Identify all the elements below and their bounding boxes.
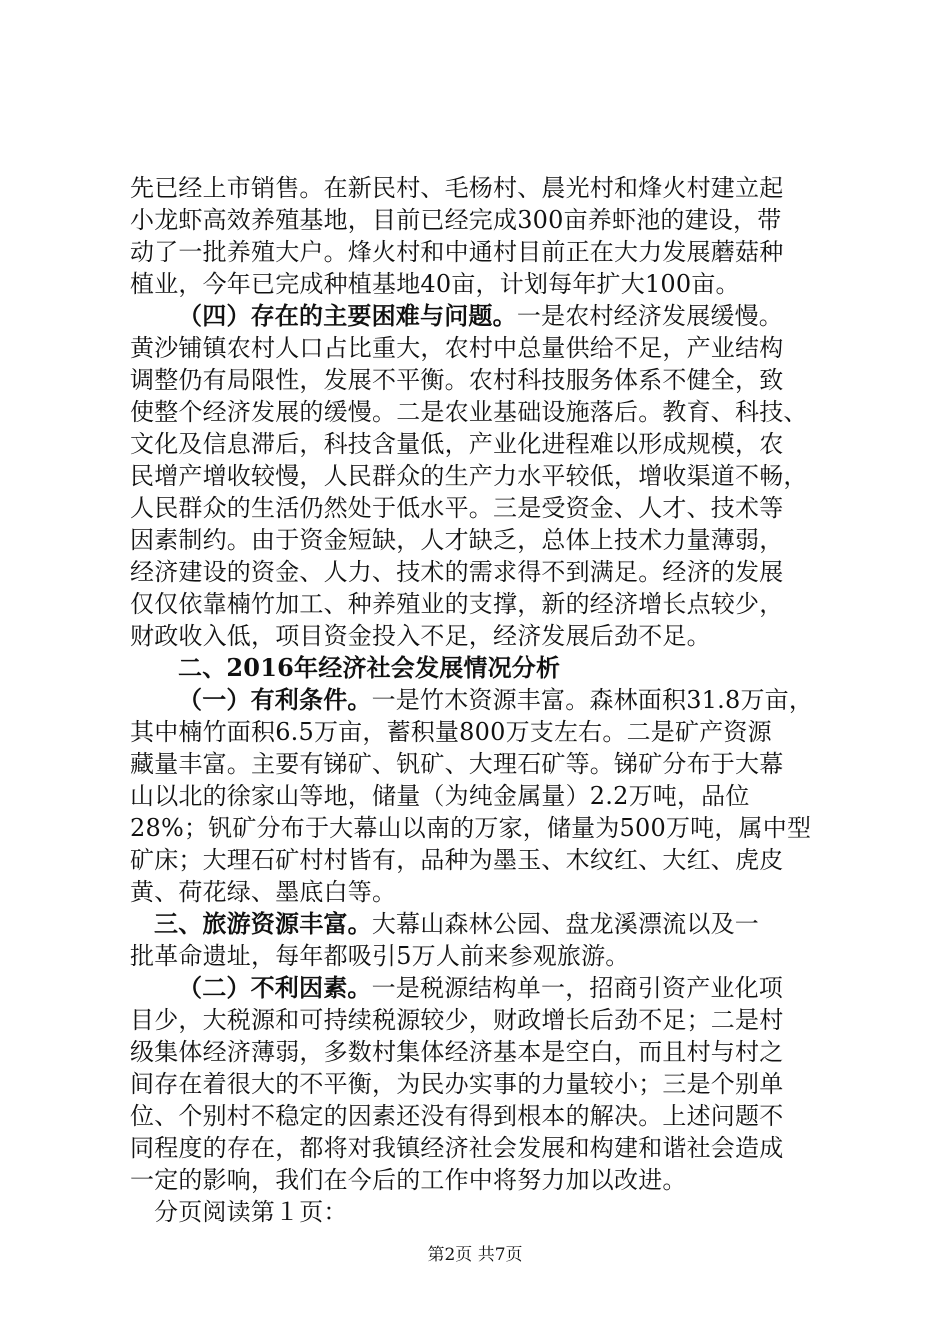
text-line: 财政收入低，项目资金投入不足，经济发展后劲不足。 <box>130 622 711 650</box>
section-four-heading-line: （四）存在的主要困难与问题。一是农村经济发展缓慢。 <box>178 301 784 330</box>
text-line: 其中楠竹面积6.5万亩，蓄积量800万支左右。二是矿产资源 <box>130 718 772 746</box>
text-line: 植业，今年已完成种植基地40亩，计划每年扩大100亩。 <box>130 270 740 298</box>
page-number-footer: 第2页 共7页 <box>427 1245 523 1265</box>
text-line: 目少，大税源和可持续税源较少，财政增长后劲不足；二是村 <box>130 1006 784 1034</box>
text-line: 山以北的徐家山等地，储量（为纯金属量）2.2万吨，品位 <box>130 782 750 810</box>
section-two-heading: 二、2016年经济社会发展情况分析 <box>178 653 561 682</box>
section-heading: （二）不利因素。 <box>178 973 372 1002</box>
text-line: 一定的影响，我们在今后的工作中将努力加以改进。 <box>130 1166 687 1194</box>
subsection-one-heading-line: （一）有利条件。一是竹木资源丰富。森林面积31.8万亩， <box>178 685 814 714</box>
text-line: 动了一批养殖大户。烽火村和中通村目前正在大力发展蘑菇种 <box>130 238 784 266</box>
text-line: 28%；钒矿分布于大幕山以南的万家，储量为500万吨，属中型 <box>130 814 812 842</box>
text-line: 批革命遗址，每年都吸引5万人前来参观旅游。 <box>130 942 630 970</box>
section-heading: （四）存在的主要困难与问题。 <box>178 301 517 330</box>
text-line: 仅仅依靠楠竹加工、种养殖业的支撑，新的经济增长点较少， <box>130 590 784 618</box>
text-line: 位、个别村不稳定的因素还没有得到根本的解决。上述问题不 <box>130 1102 784 1130</box>
text-line: 经济建设的资金、人力、技术的需求得不到满足。经济的发展 <box>130 558 784 586</box>
text-line: 民增产增收较慢，人民群众的生产力水平较低，增收渠道不畅， <box>130 462 808 490</box>
page-read-link[interactable]: 分页阅读第１页： <box>154 1198 348 1226</box>
text-line: 调整仍有局限性，发展不平衡。农村科技服务体系不健全，致 <box>130 366 784 394</box>
document-body <box>130 172 842 1228</box>
text-line: 黄、荷花绿、墨底白等。 <box>130 878 397 906</box>
text-line: 黄沙铺镇农村人口占比重大，农村中总量供给不足，产业结构 <box>130 334 784 362</box>
section-heading: 三、旅游资源丰富。 <box>154 909 372 938</box>
text-line: 间存在着很大的不平衡，为民办实事的力量较小；三是个别单 <box>130 1070 784 1098</box>
text-line: 藏量丰富。主要有锑矿、钒矿、大理石矿等。锑矿分布于大幕 <box>130 750 784 778</box>
subsection-two-heading-line: （二）不利因素。一是税源结构单一，招商引资产业化项 <box>178 973 784 1002</box>
text-line: 使整个经济发展的缓慢。二是农业基础设施落后。教育、科技、 <box>130 398 808 426</box>
section-three-heading-line: 三、旅游资源丰富。大幕山森林公园、盘龙溪漂流以及一 <box>154 909 760 938</box>
text-line: 同程度的存在，都将对我镇经济社会发展和构建和谐社会造成 <box>130 1134 784 1162</box>
section-heading: （一）有利条件。 <box>178 685 372 714</box>
text-line: 文化及信息滞后，科技含量低，产业化进程难以形成规模，农 <box>130 430 784 458</box>
text-line: 矿床；大理石矿村村皆有，品种为墨玉、木纹红、大红、虎皮 <box>130 846 784 874</box>
text-line: 人民群众的生活仍然处于低水平。三是受资金、人才、技术等 <box>130 494 784 522</box>
text-line: 级集体经济薄弱，多数村集体经济基本是空白，而且村与村之 <box>130 1038 784 1066</box>
text-line: 小龙虾高效养殖基地，目前已经完成300亩养虾池的建设，带 <box>130 206 782 234</box>
text-line: 因素制约。由于资金短缺，人才缺乏，总体上技术力量薄弱， <box>130 526 784 554</box>
text-line: 先已经上市销售。在新民村、毛杨村、晨光村和烽火村建立起 <box>130 174 784 202</box>
